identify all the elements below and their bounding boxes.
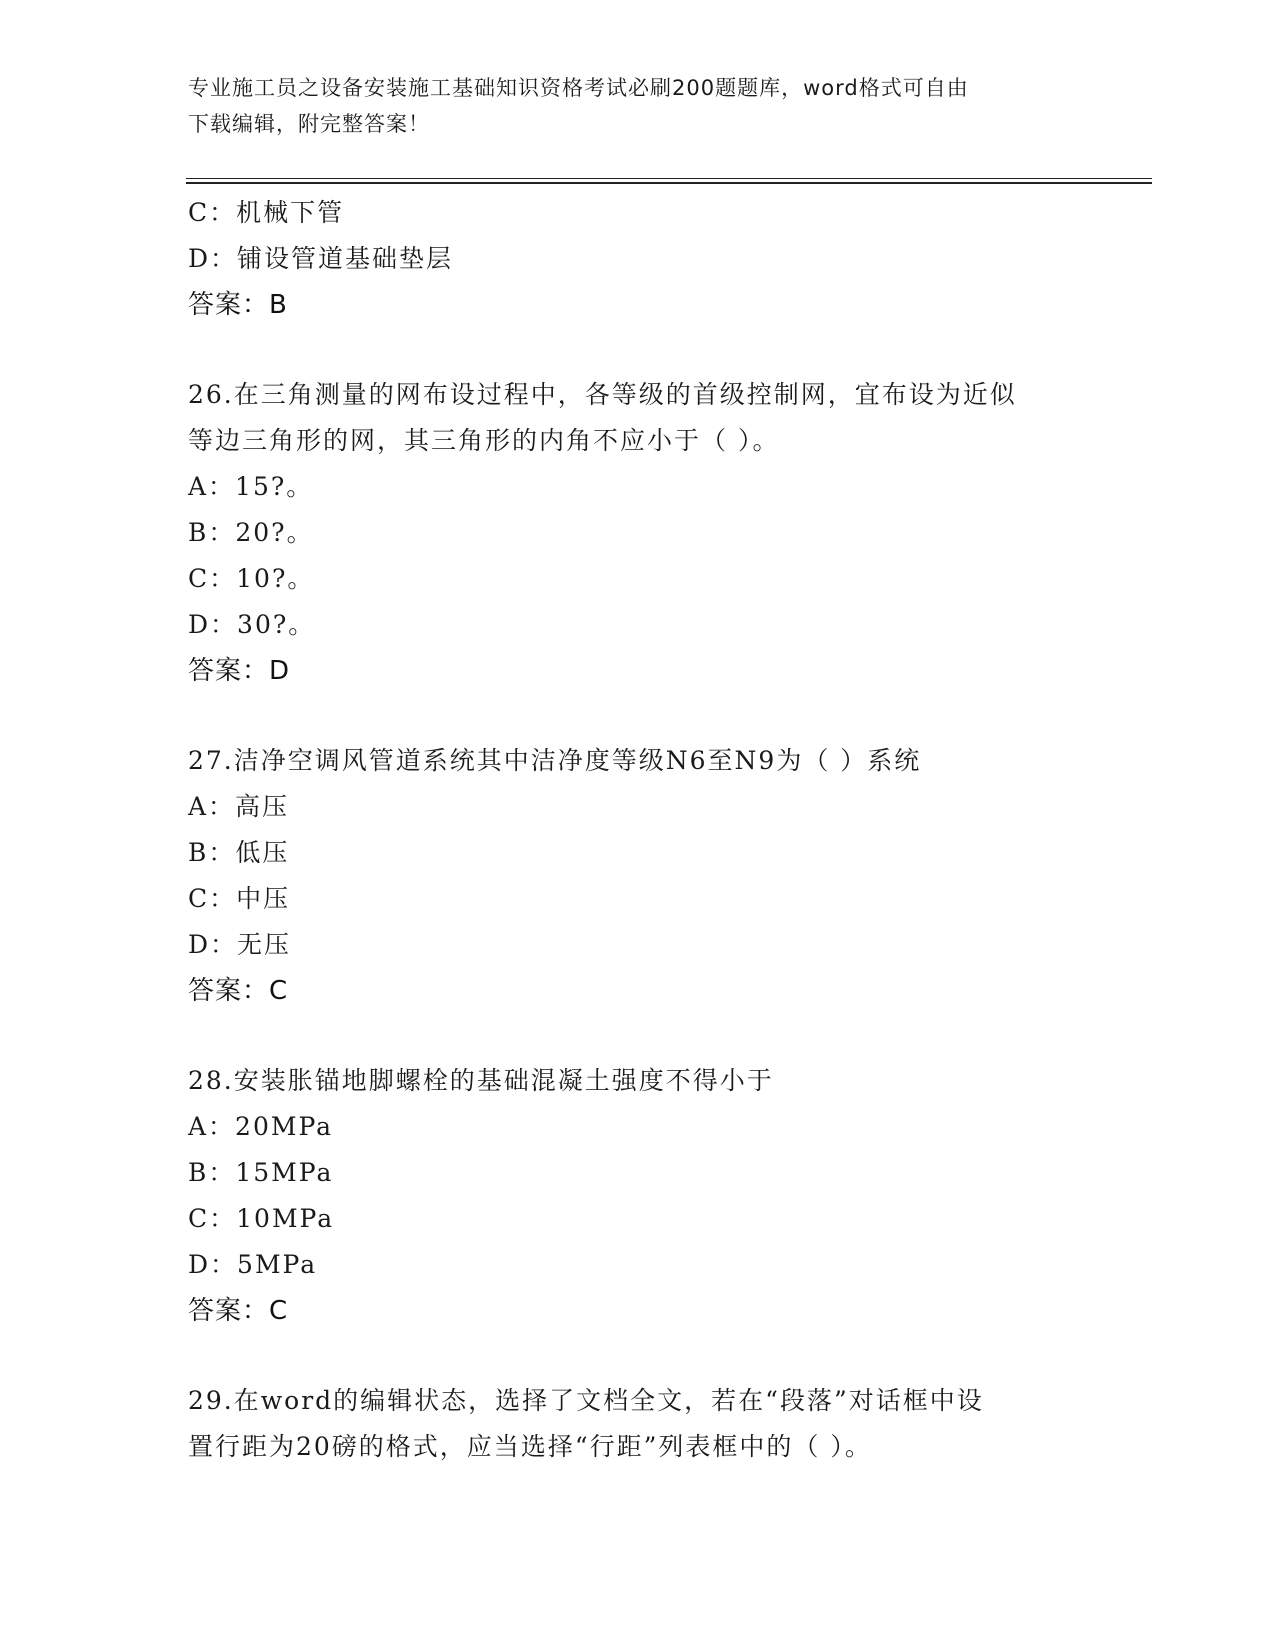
document-header (188, 70, 1088, 142)
question-stem-line: 26.在三角测量的网布设过程中，各等级的首级控制网，宜布设为近似 (188, 380, 1017, 409)
option-c: C：中压 (188, 884, 291, 913)
header-line-1: 专业施工员之设备安装施工基础知识资格考试必刷200题题库，word格式可自由 (188, 76, 969, 100)
option-a: A：15?。 (188, 472, 314, 501)
option-d: D：无压 (188, 930, 292, 959)
option-d: D：5MPa (188, 1250, 318, 1279)
answer-line: 答案：C (188, 1296, 289, 1326)
question-28 (188, 1058, 1148, 1334)
answer-line: 答案：D (188, 656, 291, 686)
option-a: A：20MPa (188, 1112, 334, 1141)
question-27 (188, 738, 1148, 1014)
question-29 (188, 1378, 1148, 1470)
option-d: D：铺设管道基础垫层 (188, 244, 454, 273)
question-content (188, 190, 1148, 1470)
header-line-2: 下载编辑，附完整答案！ (188, 112, 430, 136)
option-c: C：10MPa (188, 1204, 335, 1233)
question-26 (188, 372, 1148, 694)
option-c: C：机械下管 (188, 198, 345, 227)
option-a: A：高压 (188, 792, 290, 821)
answer-line: 答案：B (188, 290, 288, 320)
option-c: C：10?。 (188, 564, 315, 593)
question-stem-line: 28.安装胀锚地脚螺栓的基础混凝土强度不得小于 (188, 1066, 774, 1095)
question-stem-line: 置行距为20磅的格式，应当选择“行距”列表框中的（ ）。 (188, 1432, 872, 1461)
header-divider-thick (186, 182, 1152, 184)
question-stem-line: 29.在word的编辑状态，选择了文档全文，若在“段落”对话框中设 (188, 1386, 984, 1415)
option-b: B：15MPa (188, 1158, 334, 1187)
question-stem-line: 27.洁净空调风管道系统其中洁净度等级N6至N9为（ ）系统 (188, 746, 922, 775)
option-b: B：20?。 (188, 518, 314, 547)
question-stem-line: 等边三角形的网，其三角形的内角不应小于（ ）。 (188, 426, 780, 455)
option-b: B：低压 (188, 838, 290, 867)
previous-question-tail (188, 190, 1148, 328)
answer-line: 答案：C (188, 976, 289, 1006)
header-divider-thin (186, 178, 1152, 179)
option-d: D：30?。 (188, 610, 316, 639)
